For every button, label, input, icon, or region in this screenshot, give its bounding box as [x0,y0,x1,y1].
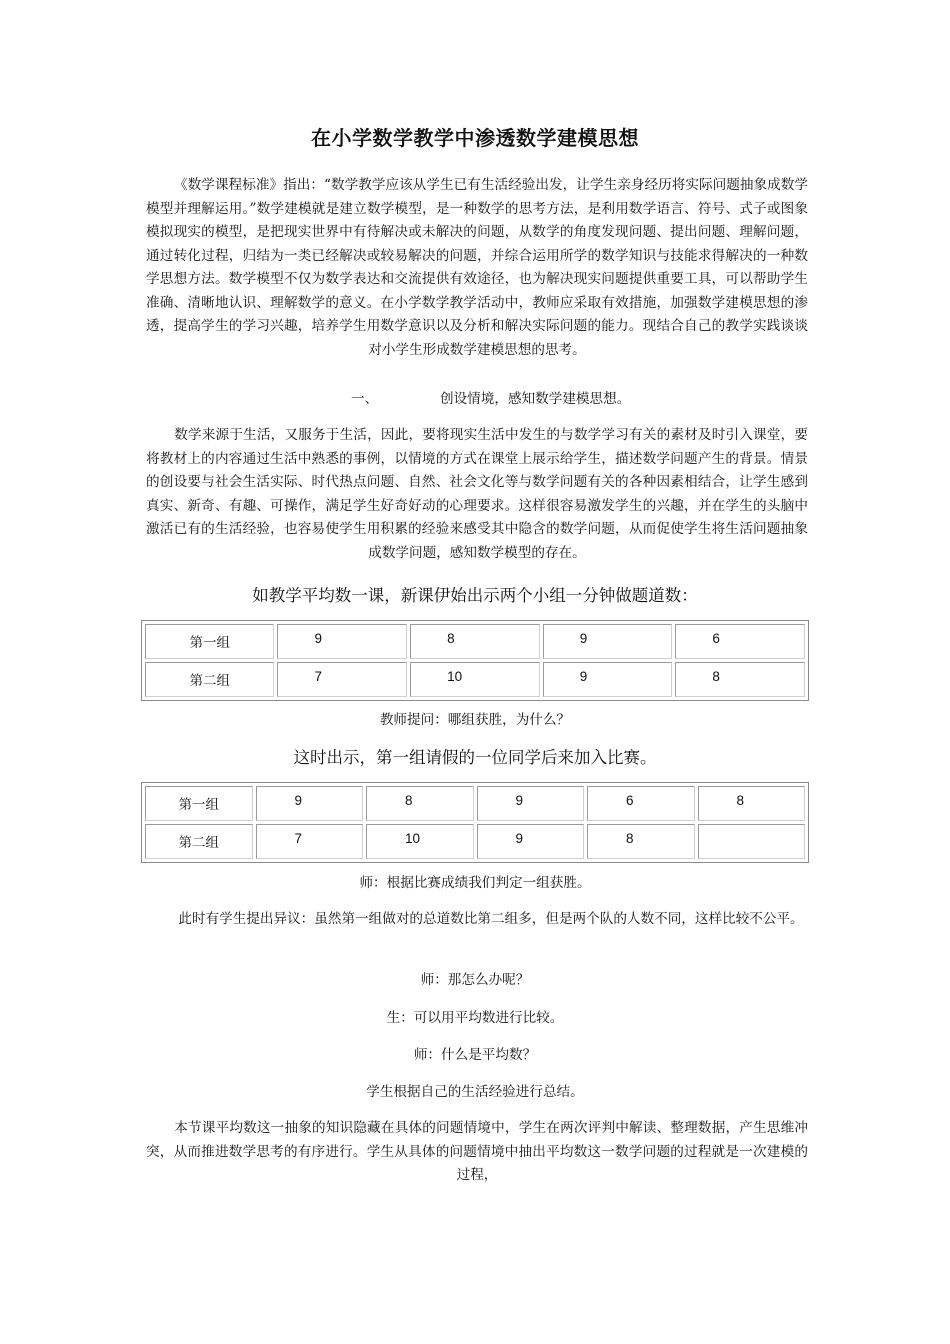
intro-paragraph [146,174,808,362]
table-cell: 8 [366,786,474,821]
student-objection-text: 此时有学生提出异议：虽然第一组做对的总道数比第二组多，但是两个队的人数不同，这样比较不公平。 [178,911,804,927]
teacher-judgement: 师：根据比赛成绩我们判定一组获胜。 [359,875,591,891]
dialog-line: 师：那怎么办呢？ [420,972,530,988]
table-row [145,662,805,697]
table-row [145,824,805,859]
dialog-line: 生：可以用平均数进行比较。 [386,1010,564,1026]
table-cell: 6 [675,624,805,659]
table-cell: 10 [366,824,474,859]
example-intro: 如教学平均数一课，新课伊始出示两个小组一分钟做题道数： [252,586,698,605]
table-cell: 9 [277,624,407,659]
table-cell: 9 [543,662,673,697]
table-cell: 9 [256,786,364,821]
table-row [145,786,805,821]
table-cell [698,824,806,859]
dialog-line: 学生根据自己的生活经验进行总结。 [366,1084,584,1100]
table-cell: 7 [277,662,407,697]
table-cell: 7 [256,824,364,859]
table-cell: 9 [477,786,585,821]
conclusion-text: 本节课平均数这一抽象的知识隐藏在具体的问题情境中，学生在两次评判中解读、整理数据，产生思维冲突，从而推进数学思考的有序进行。学生从具体的问题情境中抽出平均数这一数学问题的过程就是一次建模的过程， [146,1120,808,1183]
student-objection [146,908,808,932]
table-cell: 9 [543,624,673,659]
table-cell: 6 [587,786,695,821]
section-number: 一、 [351,391,379,407]
table-cell: 8 [410,624,540,659]
table-cell-label: 第一组 [145,786,253,821]
intro-text: 《数学课程标准》指出：“数学教学应该从学生已有生活经验出发，让学生亲身经历将实际问题抽象成数学模型并理解运用。”数学建模就是建立数学模型，是一种数学的思考方法，是利用数学语言、符号、式子或图象模拟现实的模型，是把现实世界中有待解决或未解决的问题，从数学的角度发现问题、提出问题、理解问题，通过转化过程，归结为一类已经解决或较易解决的问题，并综合运用所学的数学知识与技能求得解决的一种数学思想方法。数学模型不仅为数学表达和交流提供有效途径，也为解决现实问题提供重要工具，可以帮助学生准确、清晰地认识、理解数学的意义。在小学数学教学活动中，教师应采取有效措施，加强数学建模思想的渗透，提高学生的学习兴趣，培养学生用数学意识以及分析和解决实际问题的能力。现结合自己的教学实践谈谈对小学生形成数学建模思想的思考。 [146,177,808,358]
document-title: 在小学数学教学中渗透数学建模思想 [311,126,639,150]
score-table-2 [141,782,809,863]
table-cell: 8 [587,824,695,859]
score-table-1 [141,620,809,701]
table-row [145,624,805,659]
section-paragraph [146,424,808,565]
section-paragraph-text: 数学来源于生活，又服务于生活，因此，要将现实生活中发生的与数学学习有关的素材及时引入课堂，要将教材上的内容通过生活中熟悉的事例，以情境的方式在课堂上展示给学生，描述数学问题产生的背景。情景的创设要与社会生活实际、时代热点问题、自然、社会文化等与数学问题有关的各种因素相结合，让学生感到真实、新奇、有趣、可操作，满足学生好奇好动的心理要求。这样很容易激发学生的兴趣，并在学生的头脑中激活已有的生活经验，也容易使学生用积累的经验来感受其中隐含的数学问题，从而促使学生将生活问题抽象成数学问题，感知数学模型的存在。 [146,427,808,561]
conclusion-paragraph [146,1117,808,1188]
table-cell: 9 [477,824,585,859]
table-cell: 8 [675,662,805,697]
table-cell: 8 [698,786,806,821]
table-cell-label: 第二组 [145,824,253,859]
table-cell: 10 [410,662,540,697]
table-cell-label: 第一组 [145,624,274,659]
example-intro-2: 这时出示，第一组请假的一位同学后来加入比赛。 [293,748,657,767]
section-heading-text: 创设情境，感知数学建模思想。 [440,391,631,407]
table-cell-label: 第二组 [145,662,274,697]
dialog-line: 师：什么是平均数？ [413,1047,537,1063]
teacher-question: 教师提问：哪组获胜，为什么？ [379,712,571,728]
